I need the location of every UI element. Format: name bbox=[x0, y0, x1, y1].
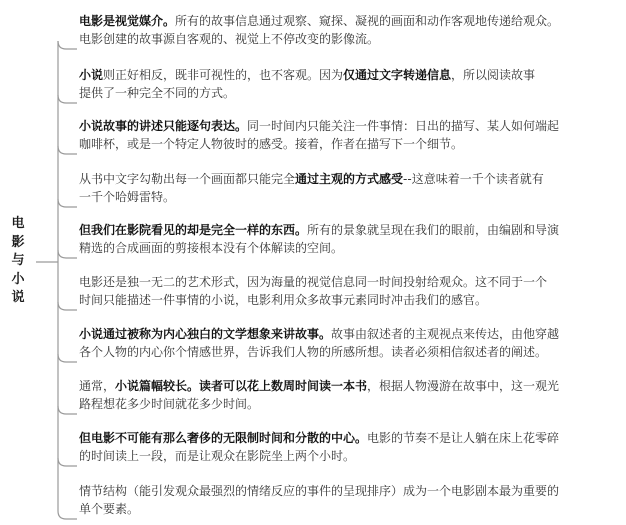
bold-text: 但我们在影院看见的却是完全一样的东西。 bbox=[79, 223, 308, 237]
bold-text: 小说故事的讲述只能逐句表达。 bbox=[79, 119, 248, 133]
branch-inner-monologue bbox=[79, 325, 619, 361]
body-text: 所有的景象就呈现在我们的眼前，由编剧和导演 精选的合成画面的剪接根本没有个体解读的空间。 bbox=[79, 223, 560, 255]
body-text: ，所以阅读故事 提供了一种完全不同的方式。 bbox=[79, 68, 536, 100]
branch-subjective bbox=[79, 170, 619, 206]
branch-unique-art bbox=[79, 273, 619, 309]
branch-same-image bbox=[79, 221, 619, 257]
branch-connector bbox=[58, 458, 77, 466]
bold-text: 通过主观的方式感受 bbox=[295, 172, 404, 186]
branch-connector bbox=[58, 354, 77, 362]
branch-sentence-by-sentence bbox=[79, 117, 619, 153]
branch-plot-structure bbox=[79, 482, 619, 518]
branch-connector bbox=[58, 41, 77, 49]
branch-connector bbox=[58, 406, 77, 414]
body-text: 通常， bbox=[79, 379, 116, 393]
bold-text: 小说篇幅较长。读者可以花上数周时间读一本书 bbox=[115, 379, 368, 393]
root-char: 电 bbox=[11, 216, 25, 231]
root-char: 影 bbox=[11, 234, 25, 250]
bold-text: 小说通过被称为内心独白的文学想象来讲故事。 bbox=[79, 327, 332, 341]
branch-connector bbox=[58, 146, 77, 154]
branch-length bbox=[79, 377, 619, 413]
branch-connector bbox=[58, 250, 77, 258]
body-text: 故事由叙述者的主观视点来传达，由他穿越 各个人物的内心你个情感世界，告诉我们人物的所感所想。读者必须相信叙述者的阐述。 bbox=[79, 327, 560, 359]
root-char: 与 bbox=[11, 253, 25, 268]
body-text: ，根据人物漫游在故事中，这一观光 路程想花多少时间就花多少时间。 bbox=[79, 379, 560, 411]
root-char: 小 bbox=[11, 271, 25, 287]
branch-connector bbox=[58, 95, 77, 103]
branch-visual-medium bbox=[79, 12, 619, 48]
branch-novel-text bbox=[79, 66, 619, 102]
branch-time-limit bbox=[79, 429, 619, 465]
body-text: --这意味着一千个读者就有 一千个哈姆雷特。 bbox=[79, 172, 544, 204]
body-text: 电影还是独一无二的艺术形式，因为海量的视觉信息同一时间投射给观众。这不同于一个 时间只能描述一件事情的小说，电影利用众多故事元素同时冲击我们的感官。 bbox=[79, 275, 548, 307]
body-text: 同一时间内只能关注一件事情：日出的描写、某人如何端起 咖啡杯，或是一个特定人物彼时的感受。接着，作者在描写下一个细节。 bbox=[79, 119, 560, 151]
body-text: 电影的节奏不是让人躺在床上花零碎 的时间读上一段，而是让观众在影院坐上两个小时。 bbox=[79, 431, 560, 463]
root-topic bbox=[8, 215, 28, 308]
body-text: 所有的故事信息通过观察、窥探、凝视的画面和动作客观地传递给观众。 电影创建的故事源自客观的、视觉上不停改变的影像流。 bbox=[79, 14, 560, 46]
bold-text: 仅通过文字转递信息 bbox=[343, 68, 452, 82]
bold-text: 但电影不可能有那么奢侈的无限制时间和分散的中心。 bbox=[79, 431, 368, 445]
branch-connector bbox=[58, 511, 77, 519]
body-text: 情节结构（能引发观众最强烈的情绪反应的事件的呈现排序）成为一个电影剧本最为重要的 单个要素。 bbox=[79, 484, 560, 516]
body-text: 从书中文字勾勒出每一个画面都只能完全 bbox=[79, 172, 296, 186]
bold-text: 小说 bbox=[79, 68, 104, 82]
bold-text: 电影是视觉媒介。 bbox=[79, 14, 176, 28]
root-char: 说 bbox=[11, 290, 25, 305]
branch-connector bbox=[58, 199, 77, 207]
body-text: 则正好相反，既非可视性的，也不客观。因为 bbox=[103, 68, 344, 82]
branch-connector bbox=[58, 302, 77, 310]
